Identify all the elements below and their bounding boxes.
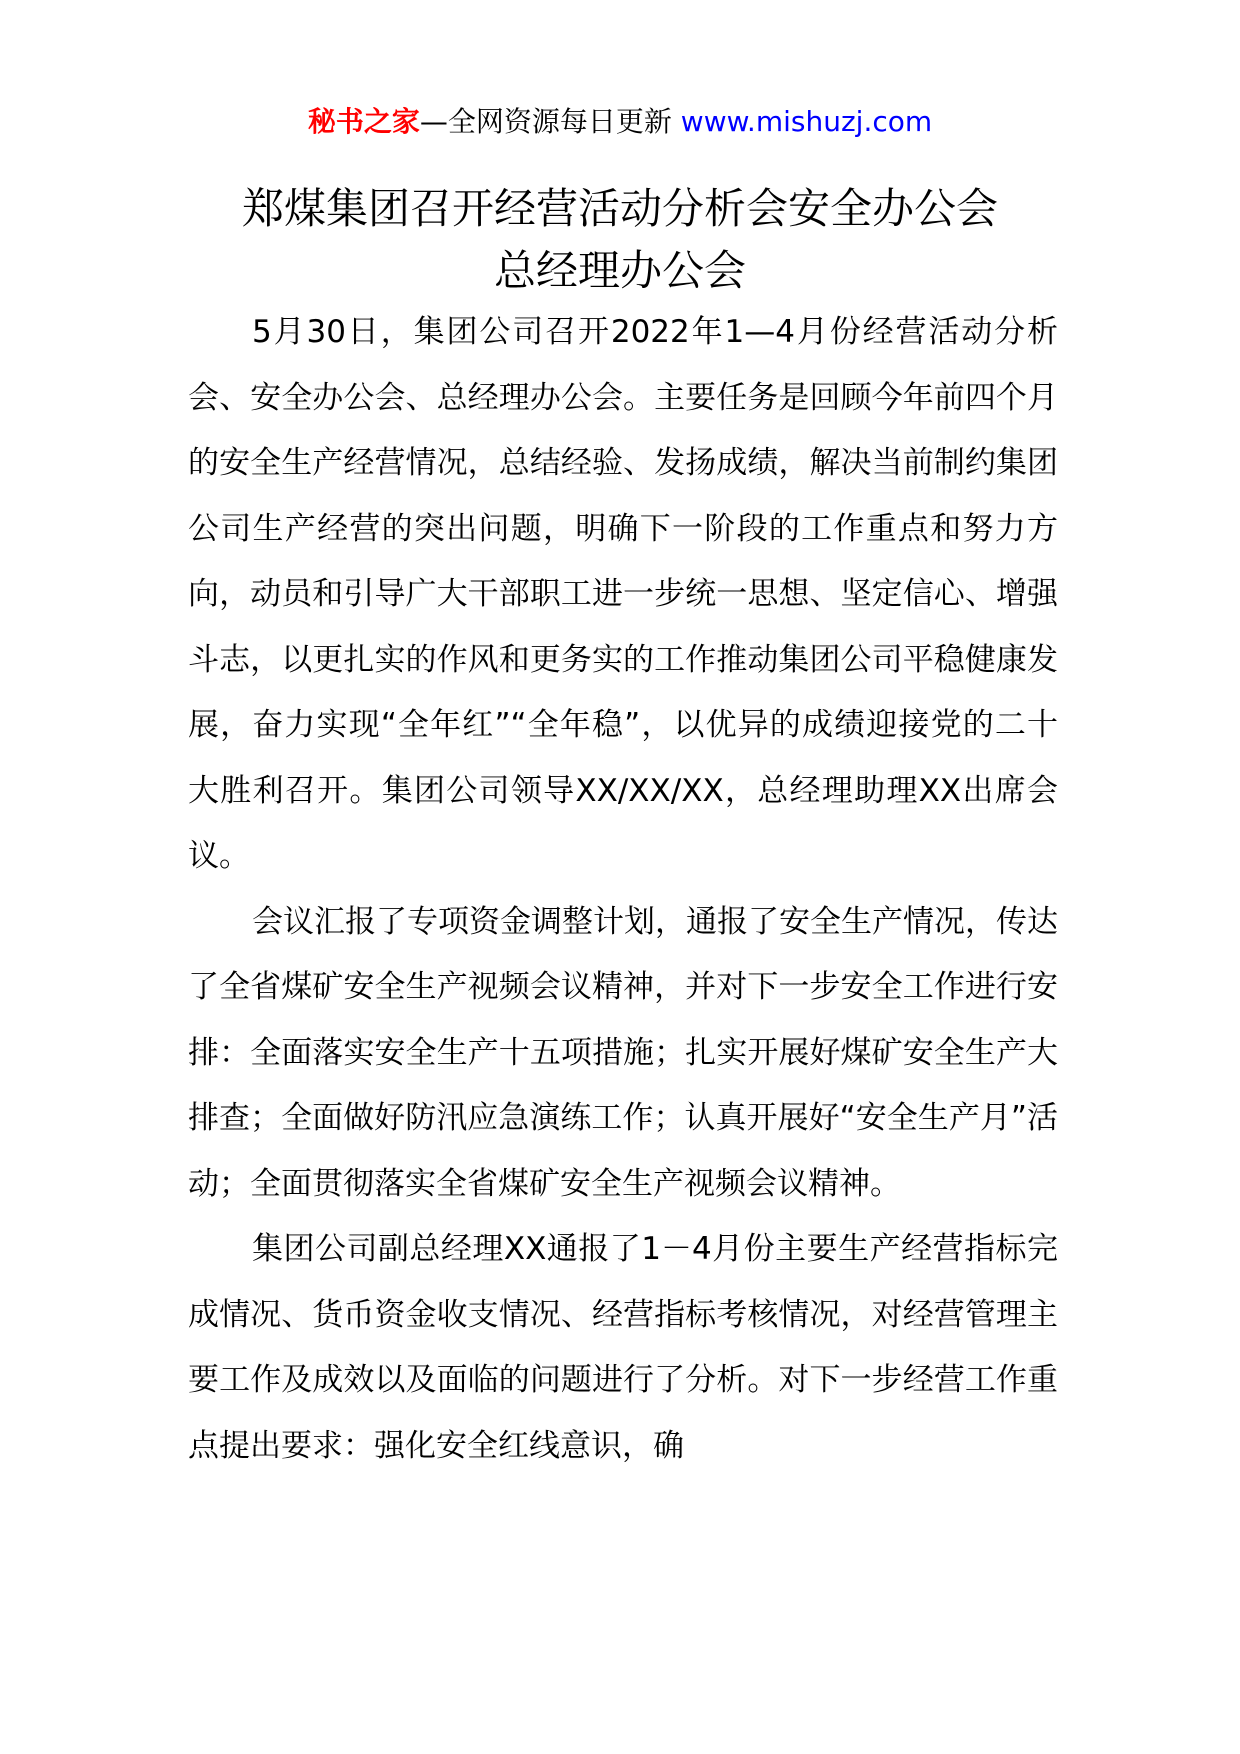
title-line-1: 郑煤集团召开经营活动分析会安全办公会 <box>241 184 998 233</box>
site-header <box>0 102 1240 142</box>
header-brand: 秘书之家 <box>307 105 420 138</box>
document-title <box>120 178 1120 302</box>
header-slogan: —全网资源每日更新 <box>419 105 672 138</box>
paragraph-3: 集团公司副总经理XX通报了1－4月份主要生产经营指标完成情况、货币资金收支情况、经营指标考核情况，对经营管理主要工作及成效以及面临的问题进行了分析。对下一步经营工作重点提出要求：强化安全红线意识，确 <box>188 1231 1058 1464</box>
header-url-link[interactable]: www.mishuzj.com <box>680 105 933 138</box>
paragraph-2: 会议汇报了专项资金调整计划，通报了安全生产情况，传达了全省煤矿安全生产视频会议精神，并对下一步安全工作进行安排：全面落实安全生产十五项措施；扎实开展好煤矿安全生产大排查；全面做好防汛应急演练工作；认真开展好“安全生产月”活动；全面贯彻落实全省煤矿安全生产视频会议精神。 <box>188 903 1058 1202</box>
title-line-2: 总经理办公会 <box>493 246 746 295</box>
document-body <box>188 300 1058 1479</box>
paragraph-1: 5月30日，集团公司召开2022年1—4月份经营活动分析会、安全办公会、总经理办公会。主要任务是回顾今年前四个月的安全生产经营情况，总结经验、发扬成绩，解决当前制约集团公司生产经营的突出问题，明确下一阶段的工作重点和努力方向，动员和引导广大干部职工进一步统一思想、坚定信心、增强斗志，以更扎实的作风和更务实的工作推动集团公司平稳健康发展，奋力实现“全年红”“全年稳”，以优异的成绩迎接党的二十大胜利召开。集团公司领导XX/XX/XX，总经理助理XX出席会议。 <box>188 314 1058 874</box>
